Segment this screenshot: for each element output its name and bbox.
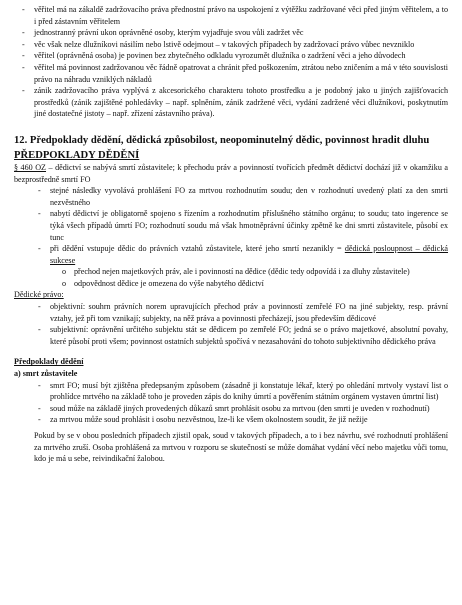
list-item-text: věřitel má povinnost zadržovanou věc řádně opatrovat a chránit před poškozením, ztrátou nebo zničením a má v této souvislosti právo na náhradu vzniklých nákladů (34, 62, 448, 84)
dash-marker: - (38, 209, 41, 219)
dash-marker: - (22, 86, 25, 96)
list-item-text: při dědění vstupuje dědic do právních vztahů zůstavitele, které jeho smrtí nezanikly = (50, 244, 345, 254)
list-death-conditions (14, 380, 448, 426)
list-item-text: smrt FO; musí být zjištěna předepsaným způsobem (zásadně ji konstatuje lékař, který po ohledání mrtvoly vystaví list o prohlídce mrtvého na základě toho je proveden zápis do knihy úmrtí a pověřením státním orgánem vystaven úmrtní list) (50, 380, 448, 402)
list-item-text: věřitel má na zákaldě zadržovacího práva přednostní právo na uspokojení z výtěžku zadržované věci před jiným věřitelem, a to i před zástavním věřitelem (34, 5, 448, 26)
list-item-text: objektivní: souhrn právních norem upravujících přechod práv a povinností zemřelé FO na jiné subjekty, resp. právní vztahy, jež při tom vznikají; subjekty, na něž práva a povinnosti přecházejí, jsou především dědicové (50, 302, 448, 323)
dash-marker: - (22, 5, 25, 14)
list-item-text: stejné následky vyvolává prohlášení FO za mrtvou rozhodnutím soudu; den v rozhodnutí uvedený platí za den smrti nezvěstného (50, 186, 448, 207)
dash-marker: - (38, 415, 41, 425)
section-title: 12. Předpoklady dědění, dědická způsobilost, neopominutelný dědic, povinnost hradit dluhu (14, 134, 430, 146)
list-death-effects (14, 185, 448, 289)
heading-smrt: a) smrt zůstavitele (14, 369, 78, 379)
heading-predpoklady-upper: PŘEDPOKLADY DĚDĚNÍ (14, 149, 140, 161)
list-item (14, 414, 448, 426)
dash-marker: - (38, 403, 41, 413)
list-item (14, 4, 448, 27)
list-item (14, 301, 448, 324)
sub-list-item (14, 278, 448, 290)
dash-marker: - (22, 28, 25, 38)
list-item-text: za mrtvou může soud prohlásit i osobu nezvěstnou, lze-li ke všem okolnostem soudit, že již nežije (50, 415, 368, 425)
dash-marker: - (38, 302, 41, 312)
spacer (14, 347, 448, 356)
dash-marker: - (22, 39, 25, 49)
list-item-text: věc však nelze dlužníkovi násilím nebo lstivě odejmout – v takových případech by zadržovací právo vůbec nevzniklo (34, 39, 415, 49)
closing-paragraph: Pokud by se v obou posledních případech zjistil opak, soud v takových případech, a to i bez návrhu, své rozhodnutí prohlášení za mrtvého zruší. Osoba prohlášená za mrtvou v rozporu se skutečností se může domáhat vydání věcí nebo majetku vůči tomu, kdo je má u sebe, reivindikační žalobou. (34, 431, 448, 464)
list-item-text: jednostranný právní ukon oprávněné osoby, kterým vyjadřuje svou vůli zadržet věc (34, 28, 304, 38)
list-item (14, 324, 448, 347)
list-item-text: odpovědnost dědice je omezena do výše nabytého dědictví (74, 278, 264, 288)
list-item (14, 243, 448, 266)
list-item (14, 403, 448, 415)
list-item-text: nabytí dědictví je obligatorně spojeno s řízením a rozhodnutím příslušného státního orgánu; to soudu; tato ingerence se týká všech případů úmrtí FO; rozhodnutí soudu má však hmotněprávní účinky zpětně ke dni smrti zůstavitele, působí ex tunc (50, 209, 448, 242)
paragraph-text: – dědictví se nabývá smrtí zůstavitele; k přechodu práv a povinností tvořících předmět dědictví dochází již v okamžiku a bezprostředně smrtí FO (14, 162, 448, 184)
dash-marker: - (22, 51, 25, 61)
list-item (14, 27, 448, 39)
heading-predpoklady: Předpoklady dědění (14, 357, 84, 367)
dash-marker: - (38, 244, 41, 254)
dash-marker: - (22, 62, 25, 72)
law-reference: § 460 OZ (14, 162, 47, 172)
dash-marker: - (38, 325, 41, 335)
list-item (14, 85, 448, 120)
list-item-text: subjektivní: oprávnění určitého subjektu stát se dědicem po zemřelé FO; jedná se o právo majetkové, absolutní povahy, které působí proti všem; povinnost ostatních subjektů spočívá v nezasahování do tohoto subjektivního dědického práva (50, 325, 448, 346)
dash-marker: - (38, 380, 41, 390)
list-item-text: věřitel (oprávněná osoba) je povinen bez zbytečného odkladu vyrozumět dlužníka o zadržení věci a jeho důvodech (34, 51, 406, 61)
bullet-marker: o (62, 267, 67, 277)
list-item (14, 185, 448, 208)
list-item-text: přechod nejen majetkových práv, ale i povinností na dědice (dědic tedy odpovídá i za dluhy zůstavitele) (74, 267, 410, 277)
list-item (14, 39, 448, 51)
list-inheritance-law (14, 301, 448, 347)
list-item (14, 62, 448, 85)
list-item (14, 208, 448, 243)
list-item (14, 380, 448, 403)
heading-dedicke-pravo: Dědické právo: (14, 290, 64, 300)
list-item-text: soud může na základě jiných provedených důkazů smrt prohlásit osobu za mrtvou (den smrti je uveden v rozhodnutí) (50, 403, 430, 413)
list-item-text: zánik zadržovacího práva vyplývá z akcesorického charakteru tohoto prostředku a je podobný jako u jiných zajišťovacích prostředků (zánik zajištěné pohledávky – např. splněním, zánik zadržené věci, vydání zadržené věci dlužníkovi, poskytnutím jiné dostatečné jistoty – např. zřízení zástavního práva). (34, 86, 448, 119)
paragraph-460 (14, 162, 448, 185)
bullet-marker: o (62, 278, 67, 288)
top-list (14, 4, 448, 120)
dash-marker: - (38, 186, 41, 196)
list-item (14, 50, 448, 62)
sub-list-item (14, 266, 448, 278)
succession-term: dědická posloupnost – dědická sukcese (50, 244, 449, 265)
